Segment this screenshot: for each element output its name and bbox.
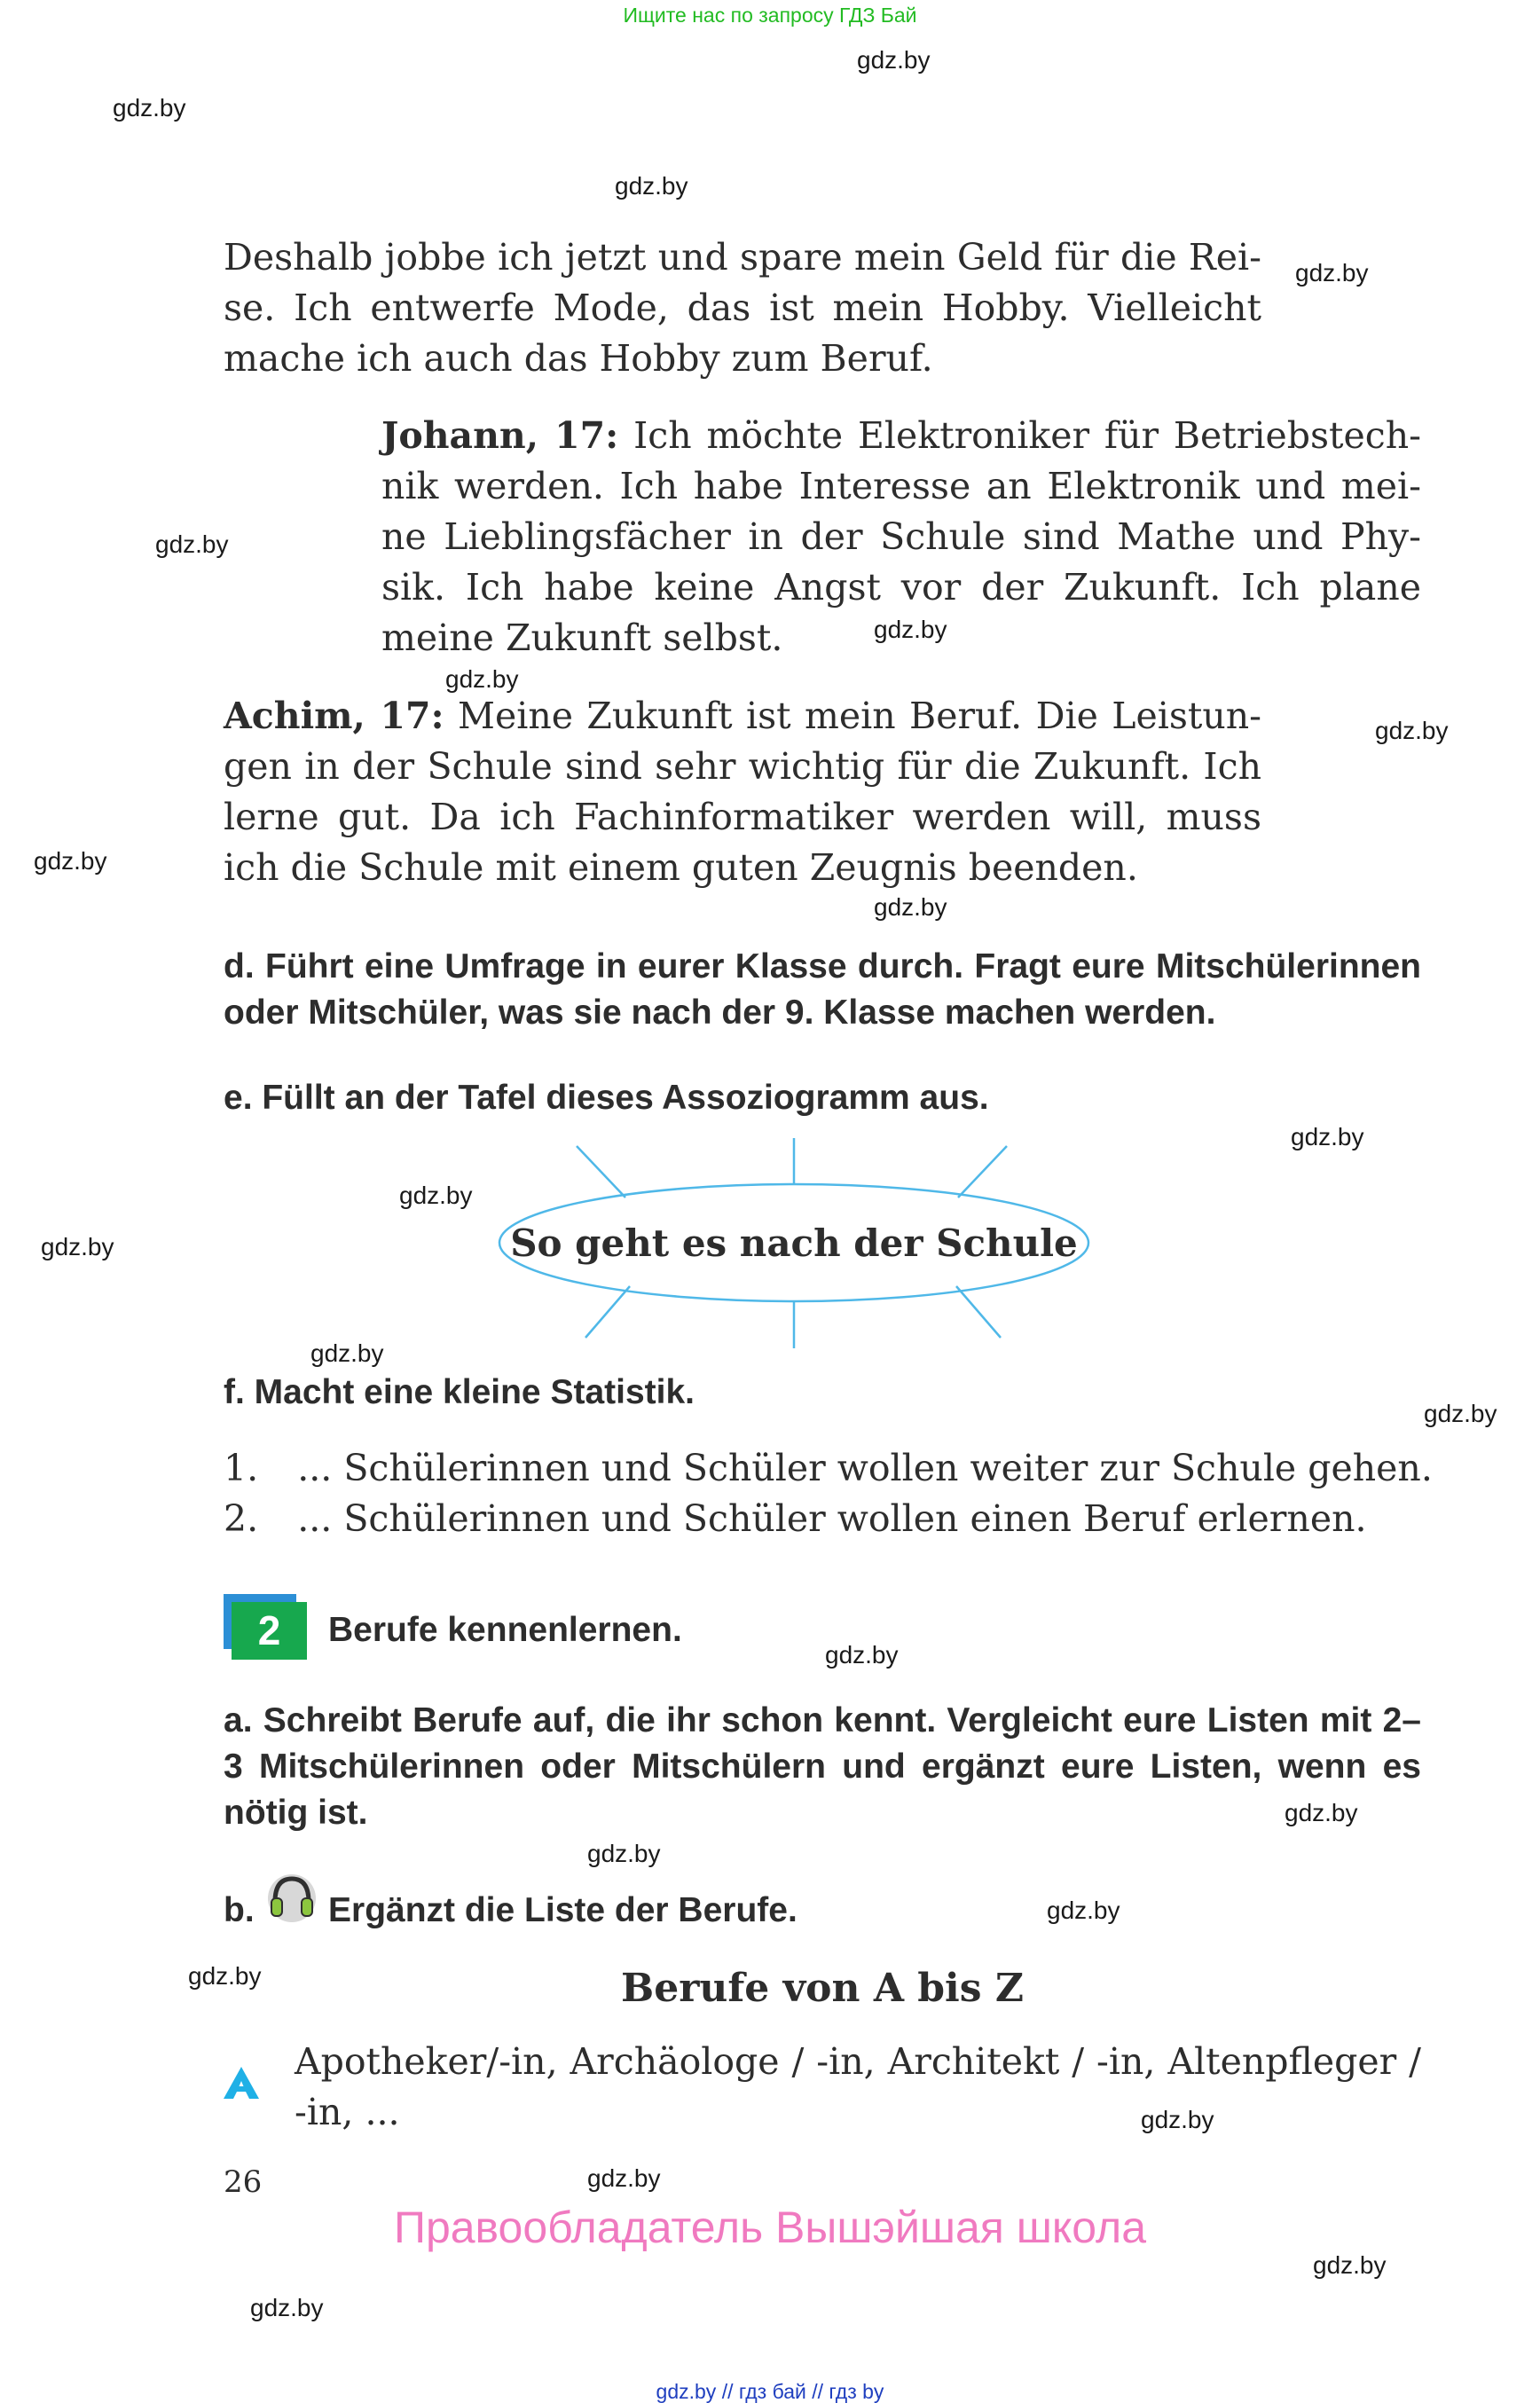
assoziogramm — [479, 1135, 1118, 1357]
intro-paragraph — [224, 232, 1261, 384]
johann-text: Ich möchte Elektroniker für Betriebstechnik werden. Ich habe Interesse an Elektronik und meine Lieblingsfächer in der Schule sind Mathe und Physik. Ich habe keine Angst vor der Zukunft. Ich plane meine Zukunft selbst. — [381, 414, 1421, 659]
watermark: gdz.by — [825, 1641, 899, 1669]
statistik-number: 1. — [224, 1447, 259, 1489]
headphones-icon[interactable] — [266, 1868, 318, 1925]
statistik-item — [224, 1447, 1433, 1489]
statistik-text: ... Schülerinnen und Schüler wollen weiter zur Schule gehen. — [297, 1447, 1433, 1489]
watermark: gdz.by — [250, 2294, 324, 2321]
task-b-prefix: b. — [224, 1891, 255, 1929]
intro-text: Deshalb jobbe ich jetzt und spare mein Geld für die Reise. Ich entwerfe Mode, das ist mein Hobby. Vielleicht mache ich auch das Hobby zum Beruf. — [224, 236, 1261, 380]
watermark: gdz.by — [874, 893, 947, 921]
section-number-badge — [224, 1594, 307, 1660]
statistik-item — [224, 1497, 1367, 1540]
watermark: gdz.by — [34, 847, 107, 875]
task-f: f. Macht eine kleine Statistik. — [224, 1373, 695, 1411]
berufe-list-text: Apotheker/-in, Archäologe / -in, Architekt / -in, Altenpfleger / -in, ... — [295, 2040, 1421, 2133]
watermark: gdz.by — [155, 530, 229, 558]
watermark: gdz.by — [188, 1962, 262, 1990]
assoc-center-label: So geht es nach der Schule — [510, 1221, 1078, 1265]
johann-paragraph — [381, 411, 1421, 664]
watermark: gdz.by — [587, 2164, 661, 2192]
watermark: gdz.by — [615, 172, 688, 200]
assoc-ray — [577, 1146, 625, 1198]
letter-a-icon — [222, 2065, 261, 2101]
statistik-text: ... Schülerinnen und Schüler wollen einen Beruf erlernen. — [297, 1497, 1367, 1540]
footer-links[interactable]: gdz.by // гдз бай // гдз by — [656, 2380, 884, 2403]
johann-name: Johann, 17: — [381, 414, 619, 457]
watermark: gdz.by — [445, 665, 519, 693]
watermark: gdz.by — [1424, 1400, 1497, 1427]
task-a: a. Schreibt Berufe auf, die ihr schon kennt. Vergleicht eure Listen mit 2–3 Mitschülerinnen oder Mitschülern und ergänzt eure Listen, wenn es nötig ist. — [224, 1701, 1421, 1832]
achim-name: Achim, 17: — [224, 695, 444, 737]
watermark: gdz.by — [1047, 1896, 1120, 1924]
watermark: gdz.by — [1375, 717, 1449, 744]
assoc-ray — [585, 1286, 630, 1338]
assoc-ray — [958, 1146, 1007, 1198]
watermark: gdz.by — [1291, 1123, 1364, 1150]
section-number: 2 — [232, 1602, 307, 1660]
watermark: gdz.by — [1141, 2106, 1214, 2133]
berufe-list-a — [295, 2037, 1421, 2138]
statistik-number: 2. — [224, 1497, 259, 1540]
watermark: gdz.by — [857, 46, 931, 74]
assoc-ray — [956, 1286, 1001, 1338]
watermark: gdz.by — [399, 1182, 473, 1209]
achim-text: Meine Zukunft ist mein Beruf. Die Leistungen in der Schule sind sehr wichtig für die Zukunft. Ich lerne gut. Da ich Fachinformatiker werden will, muss ich die Schule mit einem guten Zeugnis beenden. — [224, 695, 1262, 889]
watermark: gdz.by — [874, 616, 947, 643]
watermark: gdz.by — [113, 94, 186, 122]
task-e: e. Füllt an der Tafel dieses Assoziogramm aus. — [224, 1079, 989, 1117]
section-title: Berufe kennenlernen. — [328, 1611, 682, 1649]
page-number: 26 — [224, 2164, 263, 2200]
watermark: gdz.by — [1285, 1799, 1358, 1826]
task-b-text: Ergänzt die Liste der Berufe. — [328, 1891, 798, 1929]
achim-paragraph — [224, 691, 1261, 893]
copyright-notice: Правообладатель Вышэйшая школа — [394, 2203, 1146, 2252]
watermark: gdz.by — [1295, 259, 1369, 287]
berufe-heading: Berufe von A bis Z — [621, 1966, 1024, 2011]
watermark: gdz.by — [587, 1840, 661, 1867]
watermark: gdz.by — [310, 1339, 384, 1367]
watermark: gdz.by — [41, 1233, 114, 1260]
watermark: gdz.by — [1313, 2251, 1387, 2279]
task-d: d. Führt eine Umfrage in eurer Klasse durch. Fragt eure Mitschülerinnen oder Mitschüler, was sie nach der 9. Klasse machen werden. — [224, 947, 1421, 1032]
top-banner[interactable]: Ищите нас по запросу ГДЗ Бай — [623, 4, 917, 27]
